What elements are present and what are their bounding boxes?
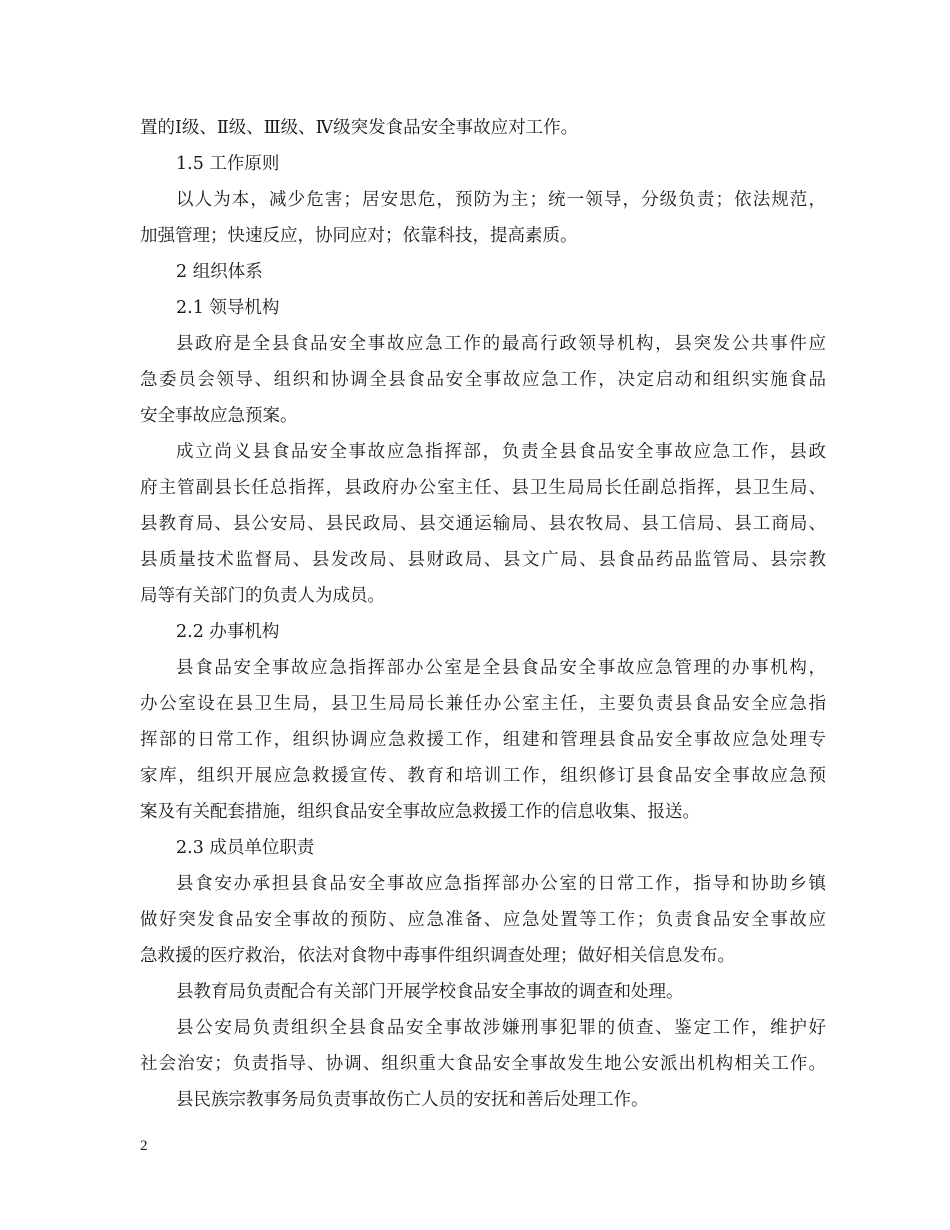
text-line: 成立尚义县食品安全事故应急指挥部，负责全县食品安全事故应急工作，县政	[176, 442, 826, 462]
text-line: 加强管理；快速反应，协同应对；依靠科技，提高素质。	[140, 226, 578, 246]
text-line: 2.2 办事机构	[176, 622, 280, 642]
text-line: 安全事故应急预案。	[140, 406, 298, 426]
text-line: 社会治安；负责指导、协调、组织重大食品安全事故发生地公安派出机构相关工作。	[140, 1054, 826, 1074]
text-line: 急救援的医疗救治，依法对食物中毒事件组织调查处理；做好相关信息发布。	[140, 946, 735, 966]
text-line: 做好突发食品安全事故的预防、应急准备、应急处置等工作；负责食品安全事故应	[140, 910, 826, 930]
text-line: 县民族宗教事务局负责事故伤亡人员的安抚和善后处理工作。	[176, 1090, 649, 1110]
text-line: 办公室设在县卫生局，县卫生局局长兼任办公室主任，主要负责县食品安全应急指	[140, 694, 826, 714]
text-line: 急委员会领导、组织和协调全县食品安全事故应急工作，决定启动和组织实施食品	[140, 370, 826, 390]
text-line: 置的Ⅰ级、Ⅱ级、Ⅲ级、Ⅳ级突发食品安全事故应对工作。	[140, 118, 579, 138]
text-line: 府主管副县长任总指挥，县政府办公室主任、县卫生局局长任副总指挥，县卫生局、	[140, 478, 826, 498]
text-line: 以人为本，减少危害；居安思危，预防为主；统一领导，分级负责；依法规范，	[176, 190, 826, 210]
text-line: 局等有关部门的负责人为成员。	[140, 586, 385, 606]
text-line: 2 组织体系	[176, 262, 263, 282]
text-line: 县食安办承担县食品安全事故应急指挥部办公室的日常工作，指导和协助乡镇	[176, 874, 826, 894]
text-line: 案及有关配套措施，组织食品安全事故应急救援工作的信息收集、报送。	[140, 802, 700, 822]
text-line: 县食品安全事故应急指挥部办公室是全县食品安全事故应急管理的办事机构，	[176, 658, 826, 678]
text-line: 挥部的日常工作，组织协调应急救援工作，组建和管理县食品安全事故应急处理专	[140, 730, 826, 750]
text-line: 县公安局负责组织全县食品安全事故涉嫌刑事犯罪的侦查、鉴定工作，维护好	[176, 1018, 826, 1038]
text-line: 2.1 领导机构	[176, 298, 280, 318]
text-line: 1.5 工作原则	[176, 154, 280, 174]
text-line: 县质量技术监督局、县发改局、县财政局、县文广局、县食品药品监管局、县宗教	[140, 550, 826, 570]
text-line: 家库，组织开展应急救援宣传、教育和培训工作，组织修订县食品安全事故应急预	[140, 766, 826, 786]
page-number: 2	[140, 1138, 148, 1154]
text-line: 县政府是全县食品安全事故应急工作的最高行政领导机构，县突发公共事件应	[176, 334, 826, 354]
text-line: 县教育局负责配合有关部门开展学校食品安全事故的调查和处理。	[176, 982, 684, 1002]
body-text	[140, 110, 826, 1118]
text-line: 县教育局、县公安局、县民政局、县交通运输局、县农牧局、县工信局、县工商局、	[140, 514, 826, 534]
text-line: 2.3 成员单位职责	[176, 838, 315, 858]
